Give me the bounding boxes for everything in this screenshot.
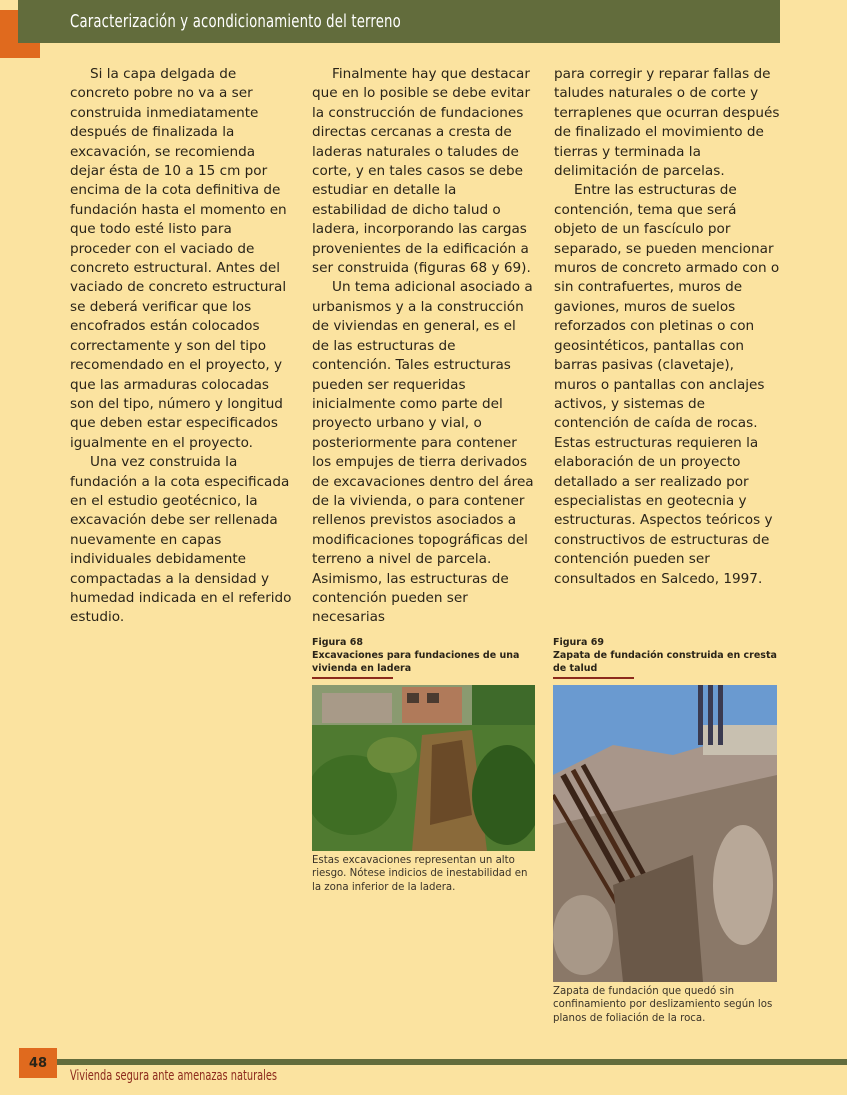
paragraph: para corregir y reparar fallas de taludes naturales o de corte y terraplenes que ocurran después de finalizado el movimiento de tierras y terminada la delimitación de parcelas. bbox=[554, 66, 780, 180]
paragraph: Una vez construida la fundación a la cota especificada en el estudio geotécnico, la excavación debe ser rellenada nuevamente en capas individuales debidamente compactadas a la densidad y humedad indicada en el referido estudio. bbox=[70, 454, 292, 626]
figure-caption: Estas excavaciones representan un alto riesgo. Nótese indicios de inestabilidad en la zona inferior de la ladera. bbox=[312, 855, 528, 893]
figure-label: Figura 68 bbox=[312, 637, 363, 648]
paragraph: Entre las estructuras de contención, tema que será objeto de un fascículo por separado, se pueden mencionar muros de concreto armado con o sin contrafuertes, muros de gaviones, muros de suelos reforzados con pletinas o con geosintéticos, pantallas con barras pasivas (clavetaje), muros o pantallas con anclajes activos, y sistemas de contención de caída de rocas. Estas estructuras requieren la elaboración de un proyecto detallado a ser realizado por especialistas en geotecnia y estructuras. Aspectos teóricos y constructivos de estructuras de contención pueden ser consultados en Salcedo, 1997. bbox=[554, 182, 780, 587]
page-number: 48 bbox=[19, 1048, 57, 1078]
figure-title: Excavaciones para fundaciones de una vivienda en ladera bbox=[312, 650, 520, 674]
figure-caption: Zapata de fundación que quedó sin confinamiento por deslizamiento según los planos de foliación de la roca. bbox=[553, 986, 773, 1024]
hillside-excavation-photo bbox=[312, 685, 535, 851]
figure-title: Zapata de fundación construida en cresta de talud bbox=[553, 650, 777, 674]
paragraph: Finalmente hay que destacar que en lo posible se debe evitar la construcción de fundaciones directas cercanas a cresta de laderas naturales o taludes de corte, y en tales casos se debe estudiar en detalle la estabilidad de dicho talud o ladera, incorporando las cargas provenientes de la edificación a ser construida (figuras 68 y 69). bbox=[312, 66, 531, 277]
paragraph: Si la capa delgada de concreto pobre no va a ser construida inmediatamente después de finalizada la excavación, se recomienda dejar ésta de 10 a 15 cm por encima de la cota definitiva de fundación hasta el momento en que todo esté listo para proceder con el vaciado de concreto estructural. Antes del vaciado de concreto estructural se deberá verificar que los encofrados están colocados correctamente y son del tipo recomendado en el proyecto, y que las armaduras colocadas son del tipo, número y longitud que deben estar especificados igualmente en el proyecto. bbox=[70, 66, 287, 451]
paragraph: Un tema adicional asociado a urbanismos y a la construcción de viviendas en general, es el de las estructuras de contención. Tales estructuras pueden ser requeridas inicialmente como parte del proyecto urbano y vial, o posteriormente para contener los empujes de tierra derivados de excavaciones dentro del área de la vivienda, o para contener rellenos previstos asociados a modificaciones topográficas del terreno a nivel de parcela. Asimismo, las estructuras de contención pueden ser necesarias bbox=[312, 279, 534, 626]
text-column-3 bbox=[554, 65, 780, 589]
text-column-1 bbox=[70, 65, 292, 628]
figure-label: Figura 69 bbox=[553, 637, 604, 648]
text-column-2 bbox=[312, 65, 534, 628]
footer-rule bbox=[57, 1059, 847, 1065]
page-header-title: Caracterización y acondicionamiento del terreno bbox=[70, 11, 401, 32]
footer-title: Vivienda segura ante amenazas naturales bbox=[70, 1068, 278, 1084]
figure-title-underline bbox=[553, 677, 634, 679]
figure-69 bbox=[553, 636, 777, 1025]
footing-on-slope-photo bbox=[553, 685, 777, 982]
figure-68 bbox=[312, 636, 535, 894]
figure-title-underline bbox=[312, 677, 393, 679]
